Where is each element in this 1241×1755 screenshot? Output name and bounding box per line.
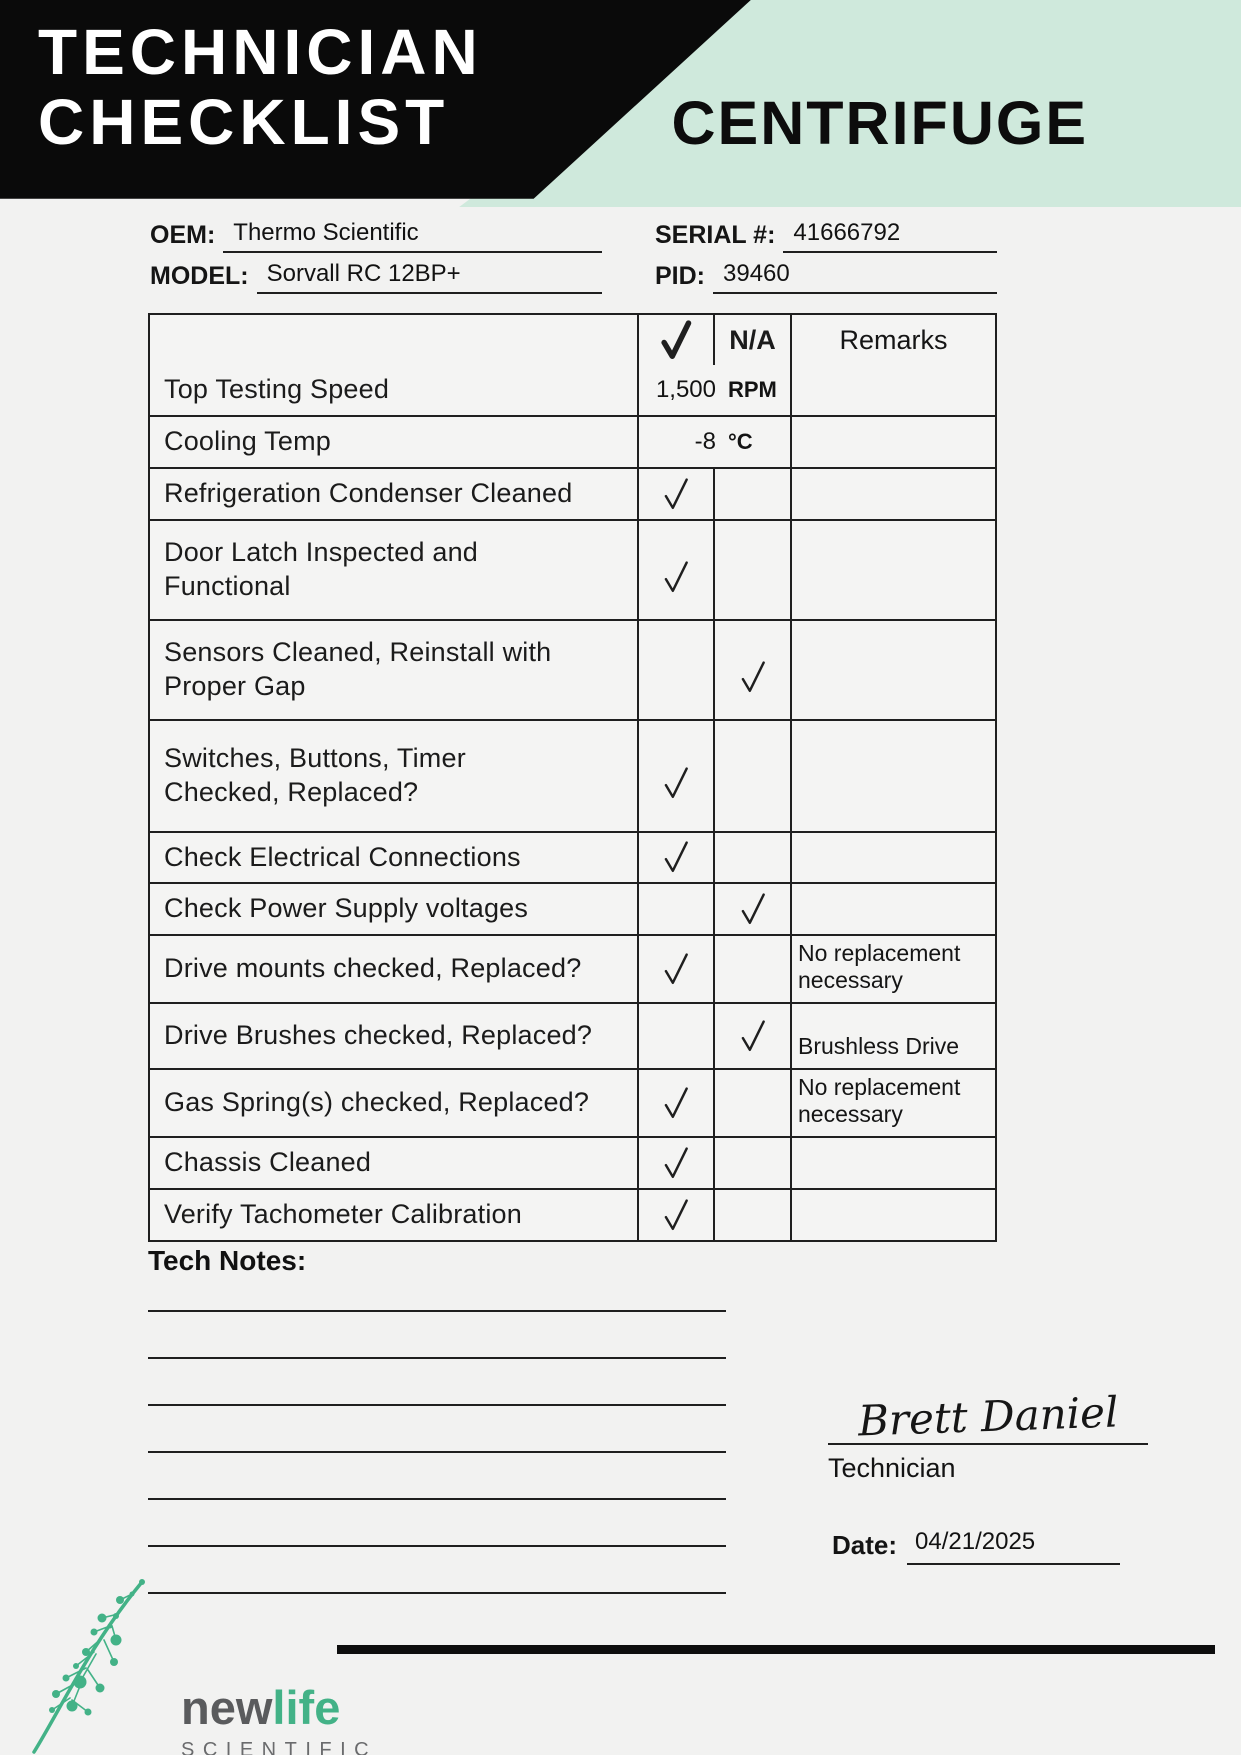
check-cell — [637, 621, 713, 719]
remarks-cell — [790, 1138, 995, 1188]
item-label: Drive Brushes checked, Replaced? — [164, 1020, 593, 1051]
check-header-cell — [637, 315, 713, 365]
table-header-row — [150, 315, 995, 365]
remarks-cell — [790, 1004, 995, 1068]
note-line — [148, 1547, 726, 1594]
item-cell — [150, 365, 637, 415]
signature-line — [828, 1387, 1148, 1446]
item-cell — [150, 721, 637, 831]
na-cell — [713, 884, 790, 934]
note-line — [148, 1359, 726, 1406]
checkmark-icon — [661, 766, 691, 800]
brand-wordmark — [181, 1681, 378, 1755]
table-row — [150, 1188, 995, 1240]
item-cell — [150, 1138, 637, 1188]
remarks-cell — [790, 1190, 995, 1240]
table-row — [150, 882, 995, 934]
remark-text: Brushless Drive — [798, 1033, 960, 1059]
remarks-cell — [790, 833, 995, 883]
check-cell — [637, 469, 713, 519]
model-value: Sorvall RC 12BP+ — [257, 260, 602, 294]
item-cell — [150, 1190, 637, 1240]
item-label: Verify Tachometer Calibration — [164, 1198, 522, 1229]
date-field — [832, 1528, 1120, 1565]
page-title-line2: CHECKLIST — [38, 86, 450, 158]
checklist-table — [148, 313, 997, 1242]
note-line — [148, 1500, 726, 1547]
check-cell — [637, 521, 713, 619]
item-label: Check Electrical Connections — [164, 841, 521, 872]
table-row — [150, 831, 995, 883]
leaf-logo-icon — [20, 1570, 180, 1755]
oem-label: OEM: — [150, 221, 216, 249]
equipment-type-title: CENTRIFUGE — [671, 89, 1088, 157]
measurement-value: 1,500 — [655, 376, 716, 403]
table-row — [150, 365, 995, 415]
table-row — [150, 934, 995, 1002]
checkmark-icon — [738, 1019, 768, 1053]
checkmark-icon — [738, 892, 768, 926]
note-line — [148, 1453, 726, 1500]
item-cell — [150, 1070, 637, 1136]
brand-name-new: new — [181, 1681, 273, 1734]
measurement-value: -8 — [694, 427, 716, 455]
item-label: Refrigeration Condenser Cleaned — [164, 477, 573, 508]
date-label: Date: — [832, 1530, 898, 1560]
note-line — [148, 1265, 726, 1312]
meta-right-column — [655, 213, 997, 295]
remarks-cell — [790, 621, 995, 719]
model-label: MODEL: — [150, 262, 249, 290]
item-cell — [150, 417, 637, 467]
brand-name — [181, 1681, 377, 1734]
item-label: Door Latch Inspected and Functional — [164, 536, 479, 601]
remarks-cell — [790, 721, 995, 831]
tech-notes-lines — [148, 1265, 726, 1594]
signature-role-label: Technician — [828, 1453, 956, 1483]
pid-value: 39460 — [713, 260, 997, 294]
brand-subtitle: SCIENTIFIC — [181, 1739, 378, 1755]
pid-label: PID: — [655, 262, 705, 290]
remarks-cell — [790, 365, 995, 415]
checkmark-icon — [738, 660, 768, 694]
page-title-line1: TECHNICIAN — [38, 16, 483, 88]
check-cell — [637, 1138, 713, 1188]
item-label: Switches, Buttons, Timer Checked, Replaced? — [164, 742, 466, 807]
na-header-cell: N/A — [713, 315, 790, 365]
check-cell — [637, 1070, 713, 1136]
date-value: 04/21/2025 — [907, 1528, 1120, 1565]
remarks-cell — [790, 521, 995, 619]
measurement-unit: RPM — [728, 377, 777, 402]
remarks-header-cell: Remarks — [790, 315, 995, 365]
technician-signature: Brett Daniel — [857, 1387, 1119, 1446]
item-cell — [150, 621, 637, 719]
oem-field — [150, 213, 602, 253]
remarks-cell — [790, 469, 995, 519]
remarks-cell — [790, 417, 995, 467]
meta-left-column — [150, 213, 602, 295]
measurement-cell — [637, 417, 790, 467]
na-cell — [713, 1190, 790, 1240]
item-label: Cooling Temp — [164, 426, 331, 456]
table-row — [150, 467, 995, 519]
item-cell — [150, 833, 637, 883]
item-label: Sensors Cleaned, Reinstall with Proper Gap — [164, 636, 552, 701]
na-cell — [713, 1070, 790, 1136]
checkmark-icon — [661, 840, 691, 874]
note-line — [148, 1312, 726, 1359]
item-cell — [150, 521, 637, 619]
remarks-cell — [790, 884, 995, 934]
table-row — [150, 1068, 995, 1136]
item-cell — [150, 936, 637, 1002]
serial-label: SERIAL #: — [655, 221, 776, 249]
check-cell — [637, 936, 713, 1002]
item-label: Top Testing Speed — [164, 374, 390, 405]
signature-block — [828, 1387, 1148, 1484]
note-line — [148, 1406, 726, 1453]
check-cell — [637, 721, 713, 831]
na-cell — [713, 521, 790, 619]
table-row — [150, 1002, 995, 1068]
measurement-cell — [637, 365, 790, 415]
table-body — [150, 365, 995, 1240]
serial-field — [655, 213, 997, 253]
checkmark-icon — [661, 1086, 691, 1120]
remark-text: No replacement necessary — [798, 940, 961, 993]
checkmark-icon — [658, 320, 694, 360]
item-label: Gas Spring(s) checked, Replaced? — [164, 1087, 590, 1118]
checkmark-icon — [661, 560, 691, 594]
serial-value: 41666792 — [783, 219, 997, 253]
checkmark-icon — [661, 952, 691, 986]
na-cell — [713, 469, 790, 519]
table-row — [150, 719, 995, 831]
na-cell — [713, 721, 790, 831]
item-label: Drive mounts checked, Replaced? — [164, 953, 582, 984]
item-cell — [150, 469, 637, 519]
remarks-cell — [790, 936, 995, 1002]
table-row — [150, 519, 995, 619]
na-cell — [713, 1004, 790, 1068]
tech-notes-label: Tech Notes: — [148, 1245, 307, 1276]
pid-field — [655, 254, 997, 294]
checkmark-icon — [661, 1198, 691, 1232]
na-cell — [713, 1138, 790, 1188]
measurement-unit: °C — [728, 428, 753, 454]
na-cell — [713, 621, 790, 719]
item-cell — [150, 1004, 637, 1068]
item-header-cell — [150, 315, 637, 365]
na-cell — [713, 833, 790, 883]
item-cell — [150, 884, 637, 934]
na-cell — [713, 936, 790, 1002]
remark-text: No replacement necessary — [798, 1074, 961, 1127]
footer-divider-line — [337, 1645, 1215, 1654]
checkmark-icon — [661, 477, 691, 511]
check-cell — [637, 1190, 713, 1240]
oem-value: Thermo Scientific — [223, 219, 602, 253]
remarks-cell — [790, 1070, 995, 1136]
header-banner — [0, 0, 1241, 207]
check-cell — [637, 833, 713, 883]
check-cell — [637, 884, 713, 934]
checkmark-icon — [661, 1146, 691, 1180]
check-cell — [637, 1004, 713, 1068]
table-row — [150, 415, 995, 467]
brand-name-life: life — [272, 1681, 341, 1734]
model-field — [150, 254, 602, 294]
table-row — [150, 1136, 995, 1188]
table-row — [150, 619, 995, 719]
item-label: Chassis Cleaned — [164, 1147, 372, 1177]
item-label: Check Power Supply voltages — [164, 893, 529, 924]
